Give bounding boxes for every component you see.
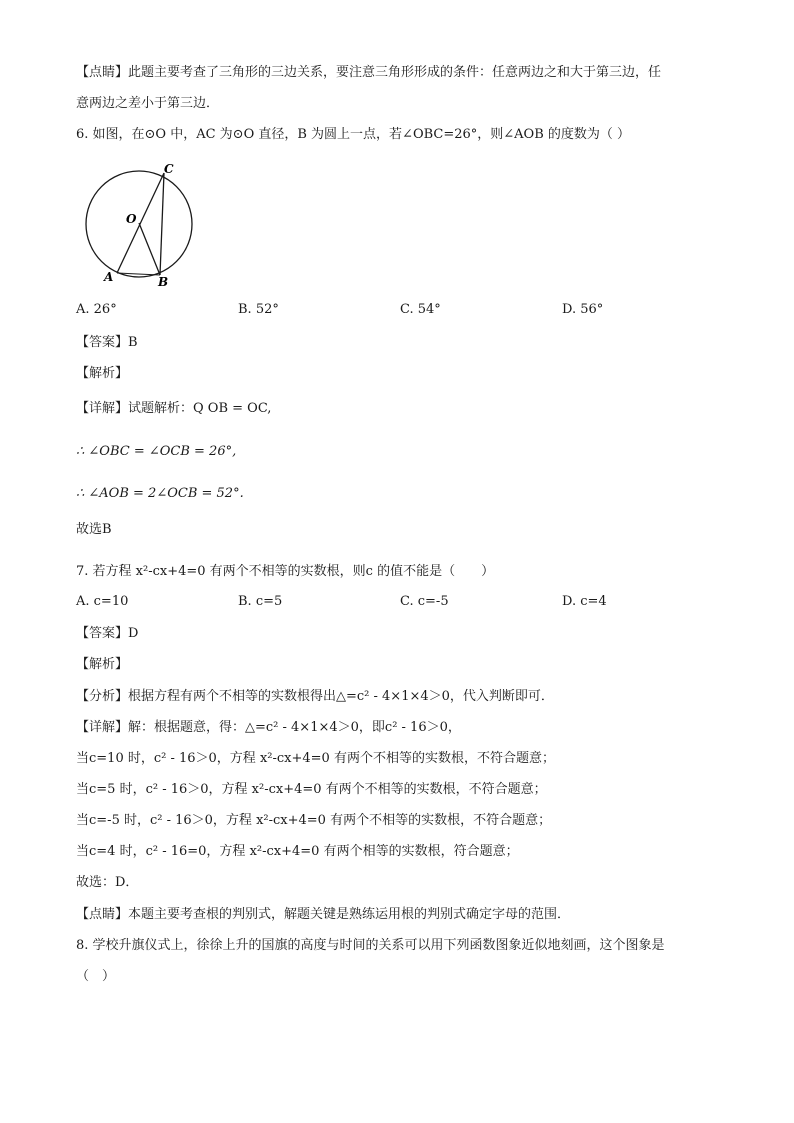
q6-option-a: A. 26°	[76, 302, 117, 317]
q6-option-c: C. 54°	[400, 302, 441, 317]
q5-note-line1: 【点睛】此题主要考查了三角形的三边关系，要注意三角形形成的条件：任意两边之和大于第三边，任	[76, 65, 662, 80]
q7-answer: 【答案】D	[76, 626, 139, 641]
q6-analysis: 【解析】	[76, 366, 129, 381]
label-c: C	[164, 162, 174, 176]
q7-detail: 【详解】解：根据题意，得：△=c² - 4×1×4＞0，即c² - 16＞0，	[76, 720, 461, 735]
q6-stem: 6. 如图，在⊙O 中，AC 为⊙O 直径，B 为圆上一点，若∠OBC=26°，则∠AOB 的度数为（ ）	[76, 127, 631, 142]
q7-case3: 当c=-5 时，c² - 16＞0，方程 x²-cx+4=0 有两个不相等的实数根，不符合题意；	[76, 813, 552, 828]
q6-detail2: ∴ ∠OBC = ∠OCB = 26°,	[76, 444, 237, 459]
q6-circle-figure	[80, 160, 200, 290]
q7-case2: 当c=5 时，c² - 16＞0，方程 x²-cx+4=0 有两个不相等的实数根，不符合题意；	[76, 782, 547, 797]
q8-stem-line2: （ ）	[76, 969, 116, 984]
q5-note-line2: 意两边之差小于第三边．	[76, 96, 220, 111]
q6-option-b: B. 52°	[238, 302, 279, 317]
q7-option-b: B. c=5	[238, 594, 283, 609]
q7-choose: 故选：D．	[76, 875, 139, 890]
q7-option-c: C. c=-5	[400, 594, 449, 609]
q8-stem-line1: 8. 学校升旗仪式上，徐徐上升的国旗的高度与时间的关系可以用下列函数图象近似地刻画，这个图象是	[76, 938, 665, 953]
q6-detail3: ∴ ∠AOB = 2∠OCB = 52°.	[76, 486, 244, 501]
q6-answer: 【答案】B	[76, 335, 138, 350]
label-b: B	[158, 275, 169, 289]
q7-analysis: 【解析】	[76, 657, 129, 672]
q7-fenxi: 【分析】根据方程有两个不相等的实数根得出△=c² - 4×1×4＞0，代入判断即可．	[76, 689, 554, 704]
q7-option-d: D. c=4	[562, 594, 607, 609]
segment-ob	[139, 223, 160, 275]
label-o: O	[126, 212, 137, 226]
q7-case1: 当c=10 时，c² - 16＞0，方程 x²-cx+4=0 有两个不相等的实数根，不符合题意；	[76, 751, 555, 766]
label-a: A	[104, 270, 114, 284]
q7-option-a: A. c=10	[76, 594, 129, 609]
segment-bc	[160, 173, 164, 275]
q6-option-d: D. 56°	[562, 302, 604, 317]
q6-choose: 故选B	[76, 522, 112, 537]
q6-options	[76, 302, 716, 320]
q6-detail1: 【详解】试题解析：Q OB = OC,	[76, 401, 272, 416]
q7-case4: 当c=4 时，c² - 16=0，方程 x²-cx+4=0 有两个相等的实数根，符合题意；	[76, 844, 519, 859]
q7-stem: 7. 若方程 x²-cx+4=0 有两个不相等的实数根，则c 的值不能是（ ）	[76, 564, 495, 579]
diameter-ac	[117, 173, 164, 273]
q7-options	[76, 594, 716, 612]
q7-note: 【点睛】本题主要考查根的判别式，解题关键是熟练运用根的判别式确定字母的范围．	[76, 907, 571, 922]
